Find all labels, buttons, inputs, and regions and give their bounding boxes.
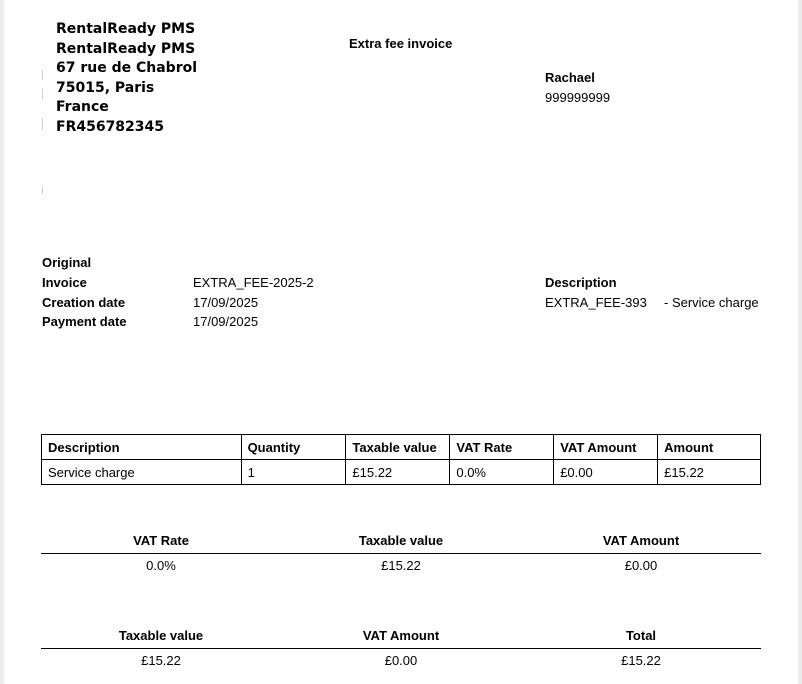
- page-edge-right: [798, 0, 802, 684]
- invoice-status: Original: [42, 255, 92, 270]
- company-city: 75015, Paris: [56, 79, 155, 96]
- item-description: Service charge: [42, 460, 242, 485]
- column-header: Amount: [658, 435, 761, 460]
- company-name-secondary: RentalReady PMS: [56, 40, 196, 57]
- totals-header: VAT Amount: [362, 628, 440, 643]
- company-country: France: [56, 99, 109, 115]
- company-address: [56, 20, 197, 137]
- column-header: Description: [42, 435, 242, 460]
- customer-block: [545, 68, 610, 108]
- totals-header: Taxable value: [118, 628, 204, 643]
- column-header: Taxable value: [346, 435, 450, 460]
- description-code: EXTRA_FEE-393: [545, 295, 647, 310]
- customer-name: Rachael: [545, 70, 595, 85]
- vat-summary: [41, 533, 761, 573]
- invoice-number: EXTRA_FEE-2025-2: [193, 274, 314, 290]
- vat-summary-taxable: £15.22: [381, 558, 421, 573]
- description-block: [545, 273, 759, 313]
- vat-summary-rate: 0.0%: [146, 558, 176, 573]
- totals-summary: [41, 628, 761, 668]
- vat-summary-header: Taxable value: [358, 533, 444, 548]
- item-amount: £15.22: [658, 460, 761, 485]
- vat-summary-header: VAT Rate: [133, 533, 189, 548]
- company-name: RentalReady PMS: [56, 21, 196, 37]
- payment-date-label: Payment date: [42, 314, 127, 330]
- margin-mark: [42, 70, 43, 80]
- description-text: - Service charge: [664, 295, 759, 310]
- margin-mark: [42, 186, 43, 194]
- invoice-number-label: Invoice: [42, 274, 87, 290]
- margin-mark: [42, 118, 43, 130]
- column-header: VAT Amount: [554, 435, 658, 460]
- item-vat-amount: £0.00: [554, 460, 658, 485]
- customer-phone: 999999999: [545, 90, 611, 105]
- description-header: Description: [545, 275, 617, 290]
- creation-date: 17/09/2025: [193, 294, 259, 310]
- creation-date-label: Creation date: [42, 294, 126, 310]
- totals-header: Total: [625, 628, 657, 643]
- totals-taxable: £15.22: [141, 653, 181, 668]
- payment-date: 17/09/2025: [193, 314, 259, 330]
- margin-mark: [42, 89, 43, 99]
- page-edge-left: [0, 0, 4, 684]
- item-vat-rate: 0.0%: [450, 460, 554, 485]
- totals-vat-amount: £0.00: [384, 653, 418, 668]
- vat-summary-header: VAT Amount: [602, 533, 680, 548]
- column-header: VAT Rate: [450, 435, 554, 460]
- table-row: [42, 460, 761, 485]
- company-vat-number: FR456782345: [56, 118, 165, 135]
- items-table-header: [42, 435, 761, 460]
- document-title: Extra fee invoice: [349, 36, 453, 51]
- vat-summary-amount: £0.00: [624, 558, 658, 573]
- item-taxable-value: £15.22: [346, 460, 450, 485]
- column-header: Quantity: [241, 435, 346, 460]
- items-table: [41, 434, 761, 485]
- item-quantity: 1: [241, 460, 346, 485]
- totals-total: £15.22: [621, 653, 661, 668]
- company-street: 67 rue de Chabrol: [56, 60, 198, 76]
